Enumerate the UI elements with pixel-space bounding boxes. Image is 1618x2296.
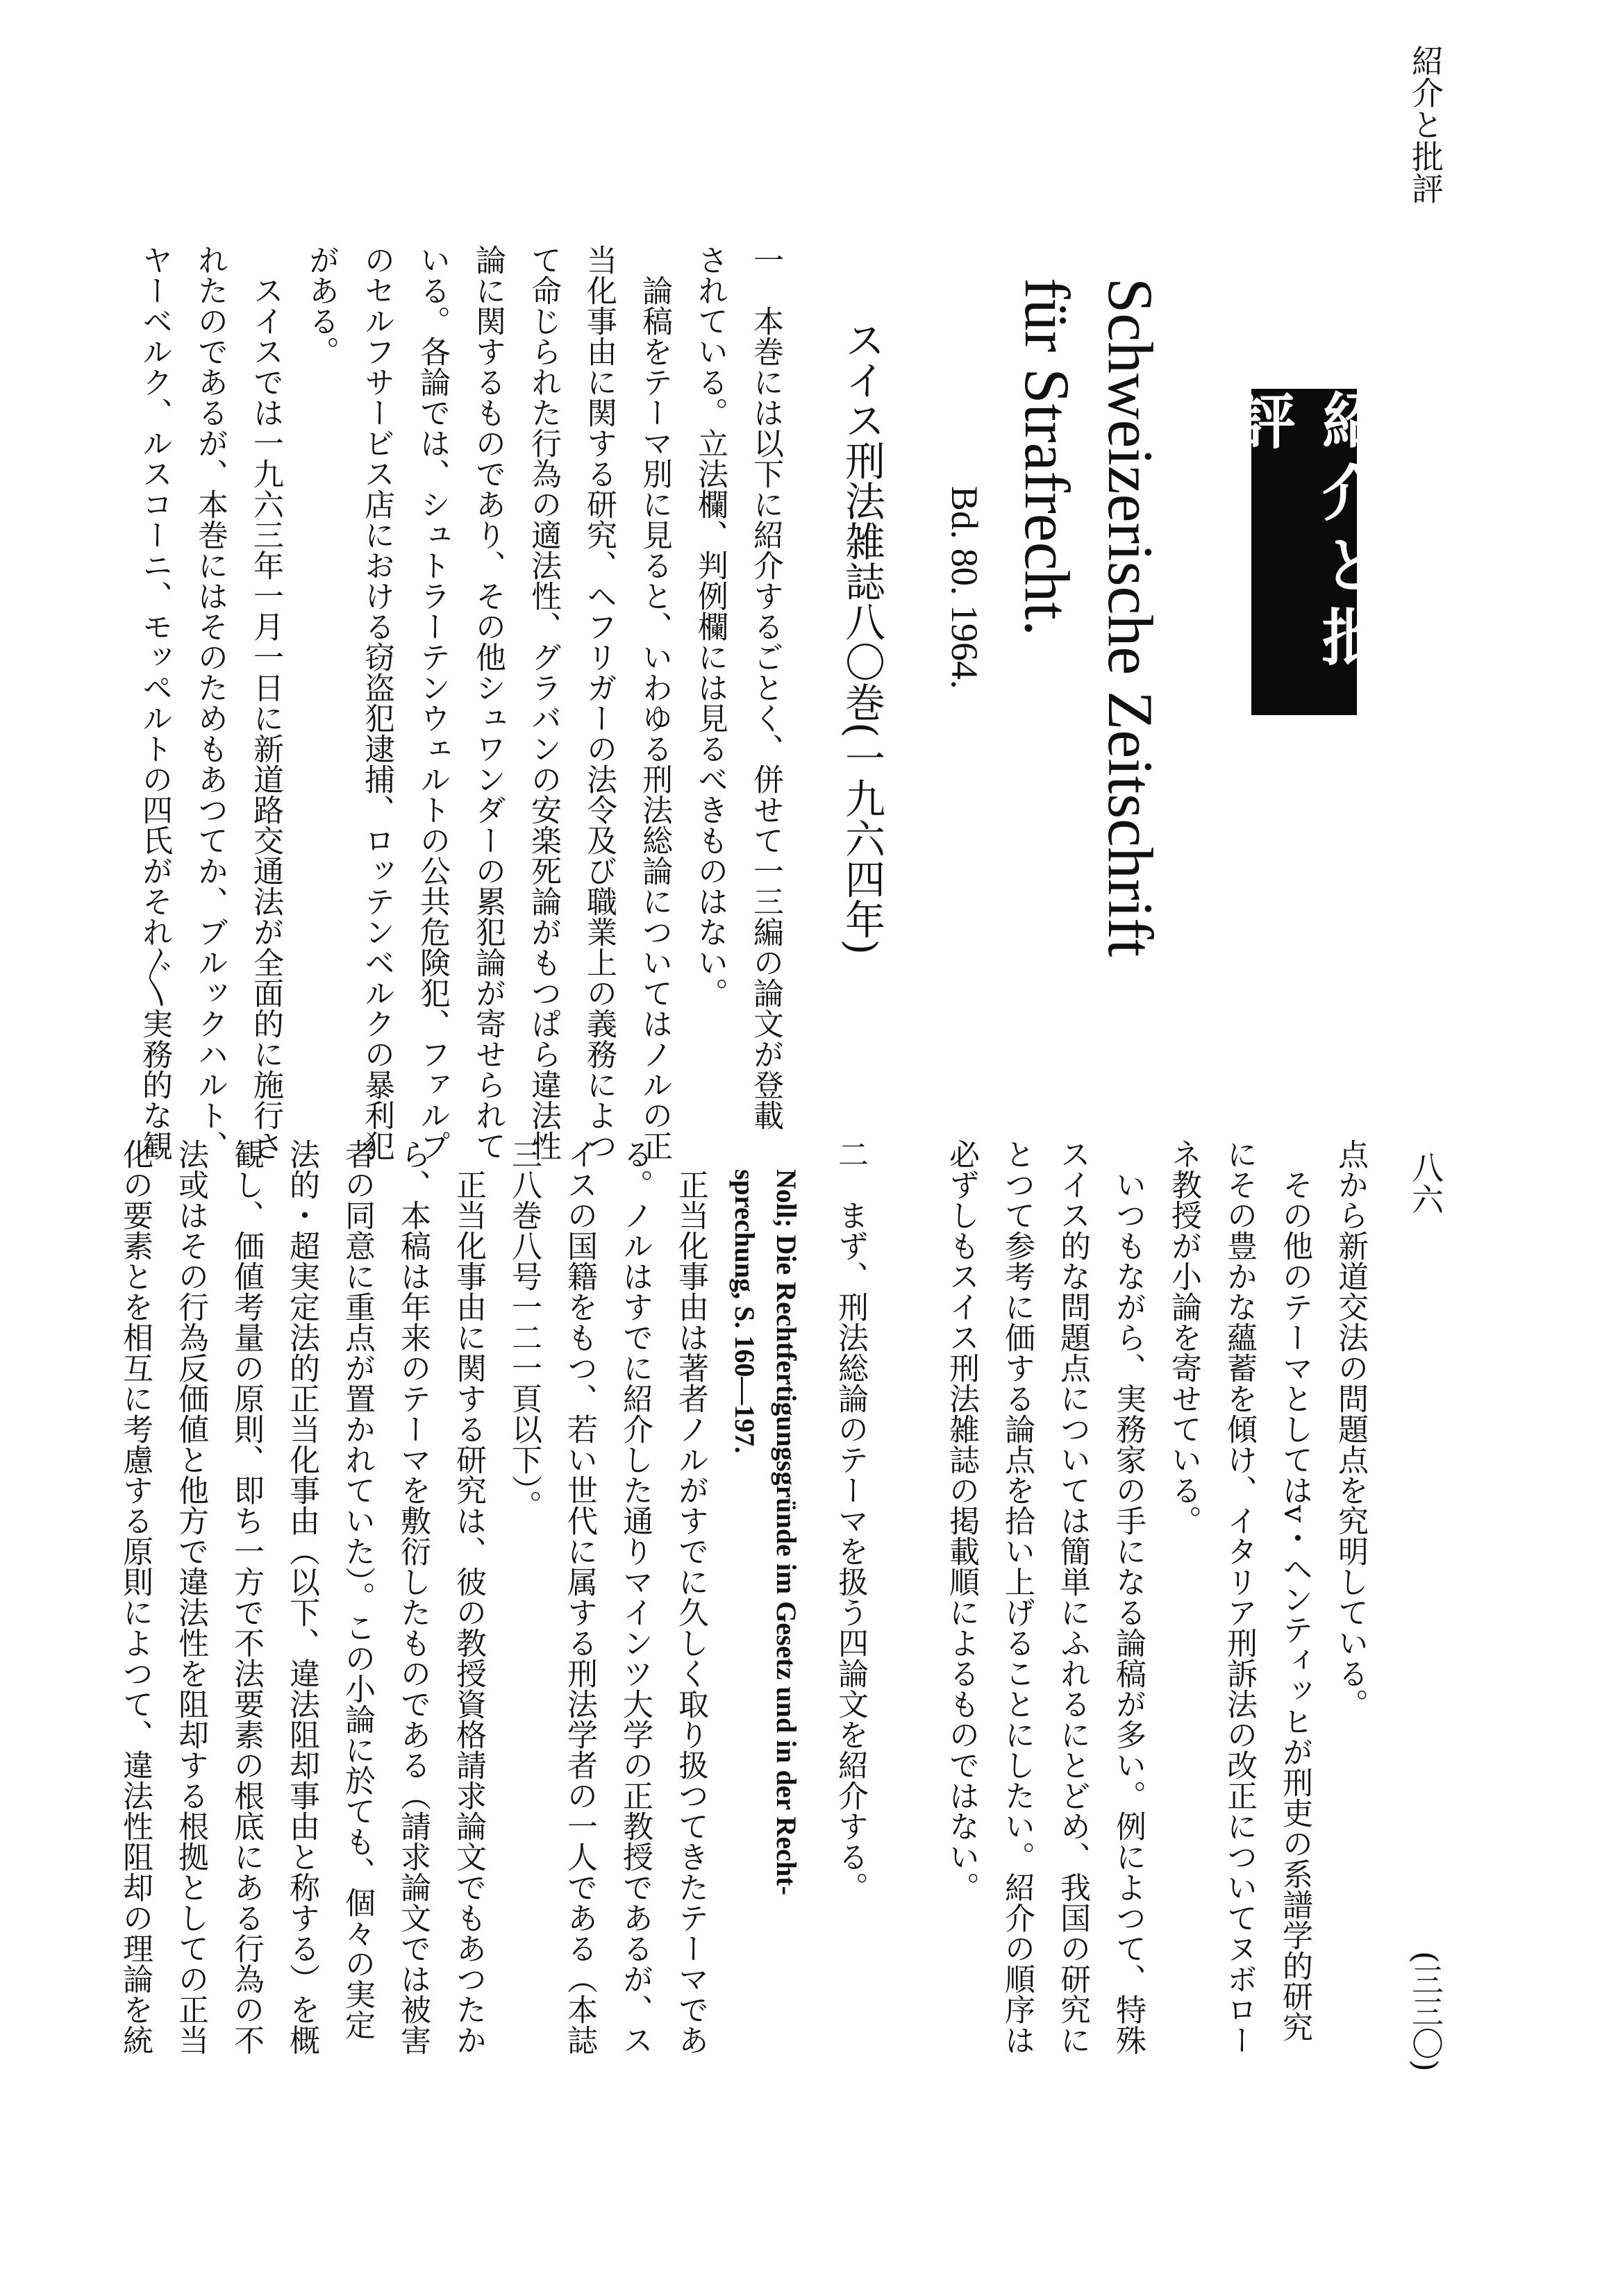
page-number: 八六 bbox=[1407, 1151, 1444, 1215]
body-line: 法或はその行為反価値と他方で違法性を阻却する根拠としての正当 bbox=[173, 1139, 208, 2055]
body-line: て命じられた行為の適法性、グラバンの安楽死論がもつぱら違法性 bbox=[526, 244, 561, 1161]
section-title: 紹介と批評 bbox=[1225, 389, 1384, 678]
journal-title-line-2: für Strafrecht. bbox=[1012, 278, 1083, 636]
body-line: 正当化事由は著者ノルがすでに久しく取り扱つてきたテーマであ bbox=[673, 1169, 708, 2055]
section-header: 紹介と批評 bbox=[1407, 44, 1444, 204]
body-line: されている。立法欄、判例欄には見るべきものはない。 bbox=[692, 244, 728, 1008]
body-line: ヤーベルク、ルスコーニ、モッペルトの四氏がそれ〲実務的な観 bbox=[137, 244, 172, 1161]
body-line: 当化事由に関する研究、ヘフリガーの法令及び職業上の義務によつ bbox=[581, 244, 617, 1161]
body-line: 者の同意に重点が置かれていた）。この小論に於ても、個々の実定 bbox=[340, 1139, 375, 2040]
body-line: 観し、価値考量の原則、即ち一方で不法要素の根底にある行為の不 bbox=[228, 1139, 264, 2055]
journal-citation: Bd. 80. 1964. bbox=[944, 486, 985, 689]
body-line: いる。各論では、シュトラーテンウェルトの公共危険犯、ファルプ bbox=[415, 244, 450, 1161]
article-title: スイス刑法雑誌八〇巻(一九六四年) bbox=[838, 319, 885, 955]
body-line: 論に関するものであり、その他シュワンダーの累犯論が寄せられて bbox=[470, 244, 506, 1161]
body-line: る。ノルはすでに紹介した通りマインツ大学の正教授であるが、ス bbox=[617, 1139, 653, 2055]
body-line: 一 本巻には以下に紹介するごとく、併せて一三編の論文が登載 bbox=[748, 244, 783, 1130]
body-line: スイスでは一九六三年一月一日に新道路交通法が全面的に施行さ bbox=[248, 275, 283, 1161]
body-line: ネ教授が小論を寄せている。 bbox=[1166, 1139, 1201, 1536]
citation-line: sprechung, S. 160—197. bbox=[729, 1169, 760, 1454]
body-line: 三八巻八号一二一頁以下）。 bbox=[506, 1139, 542, 1520]
body-line: スイス的な問題点については簡単にふれるにとどめ、我国の研究に bbox=[1055, 1139, 1090, 2055]
body-line: 法的・超実定法的正当化事由（以下、違法阻却事由と称する）を概 bbox=[284, 1139, 319, 2055]
body-line: とつて参考に価する論点を拾い上げることにしたい。紹介の順序は bbox=[999, 1139, 1035, 2055]
body-line: ら、本稿は年来のテーマを敷衍したものである（請求論文では被害 bbox=[395, 1139, 431, 2055]
body-line: 論稿をテーマ別に見ると、いわゆる刑法総論についてはノルの正 bbox=[637, 275, 672, 1161]
body-line: その他のテーマとしてはv・ヘンティッヒが刑吏の系譜学的研究 bbox=[1277, 1169, 1312, 2042]
body-line: れたのであるが、本巻にはそのためもあつてか、ブルックハルト、 bbox=[192, 244, 228, 1161]
body-line: にその豊かな蘊蓄を傾け、イタリア刑訴法の改正についてヌボロー bbox=[1221, 1139, 1257, 2055]
body-line: イスの国籍をもつ、若い世代に属する刑法学者の一人である（本誌 bbox=[562, 1139, 597, 2055]
body-line: のセルフサービス店における窃盗犯逮捕、ロッテンベルクの暴利犯 bbox=[359, 244, 394, 1161]
body-line: 必ずしもスイス刑法雑誌の掲載順によるものではない。 bbox=[944, 1139, 979, 1902]
citation-line: Noll; Die Rechtfertigungsgründe im Gesetz und in der Recht- bbox=[771, 1169, 802, 1895]
body-line: 点から新道交法の問題点を究明している。 bbox=[1333, 1139, 1368, 1719]
body-line: がある。 bbox=[303, 244, 339, 367]
body-line: 二 まず、刑法総論のテーマを扱う四論文を紹介する。 bbox=[833, 1139, 868, 1902]
body-line: いつもながら、実務家の手になる論稿が多い。例によつて、特殊 bbox=[1110, 1169, 1146, 2055]
journal-title-line-1: Schweizerische Zeitschrift bbox=[1095, 278, 1166, 957]
folio-number: (三三〇) bbox=[1407, 1951, 1444, 2072]
section-title-box bbox=[1225, 389, 1384, 715]
body-line: 正当化事由に関する研究は、彼の教授資格請求論文でもあつたか bbox=[451, 1169, 486, 2055]
body-line: 化の要素とを相互に考慮する原則によつて、違法性阻却の理論を統 bbox=[117, 1139, 153, 2055]
